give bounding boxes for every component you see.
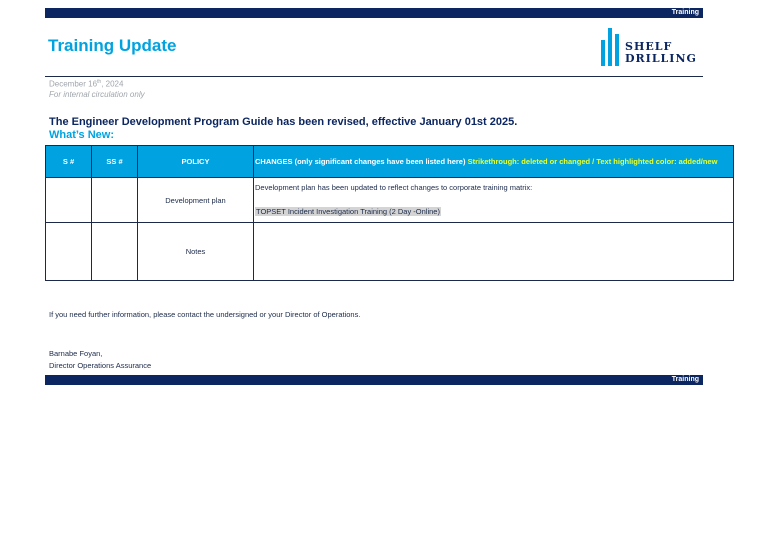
contact-note: If you need further information, please contact the undersigned or your Director of Operations. (49, 310, 361, 319)
cell-policy: Notes (138, 223, 254, 281)
bottom-banner-label: Training (671, 376, 699, 383)
table-row (46, 223, 734, 281)
logo-word-2: DRILLING (625, 52, 697, 65)
cell-ss (92, 178, 138, 223)
bottom-banner (45, 375, 703, 385)
whats-new-heading: What’s New: (49, 129, 114, 141)
circulation-note: For internal circulation only (49, 90, 145, 99)
logo-word-1: SHELF (625, 40, 673, 53)
cell-changes (254, 178, 734, 223)
issue-date: December 16th, 2024 (49, 79, 124, 89)
company-logo (601, 26, 701, 66)
cell-ss (92, 223, 138, 281)
cell-s (46, 223, 92, 281)
table-row (46, 178, 734, 223)
col-header-ss: SS # (92, 146, 138, 178)
top-banner (45, 8, 703, 18)
col-header-policy: POLICY (138, 146, 254, 178)
table-header-row (46, 146, 734, 178)
cell-changes (254, 223, 734, 281)
page-title: Training Update (48, 36, 177, 55)
col-header-s: S # (46, 146, 92, 178)
revision-headline: The Engineer Development Program Guide has been revised, effective January 01st 2025. (49, 116, 518, 128)
changes-table (45, 145, 734, 281)
logo-stripes-icon (601, 28, 619, 66)
change-description: Development plan has been updated to reflect changes to corporate training matrix: (255, 183, 533, 192)
header-divider (45, 76, 703, 77)
cell-s (46, 178, 92, 223)
change-highlighted-item: TOPSET Incident Investigation Training (2 Day -Online) (256, 207, 440, 216)
signer-title: Director Operations Assurance (49, 361, 152, 370)
signer-name: Barnabe Foyan, (49, 349, 103, 358)
cell-policy: Development plan (138, 178, 254, 223)
top-banner-label: Training (671, 9, 699, 16)
changes-legend: Strikethrough: deleted or changed / Text highlighted color: added/new (467, 157, 718, 166)
col-header-changes: CHANGES (only significant changes have been listed here) Strikethrough: deleted or changed / Text highlighted color: added/new (254, 146, 734, 178)
